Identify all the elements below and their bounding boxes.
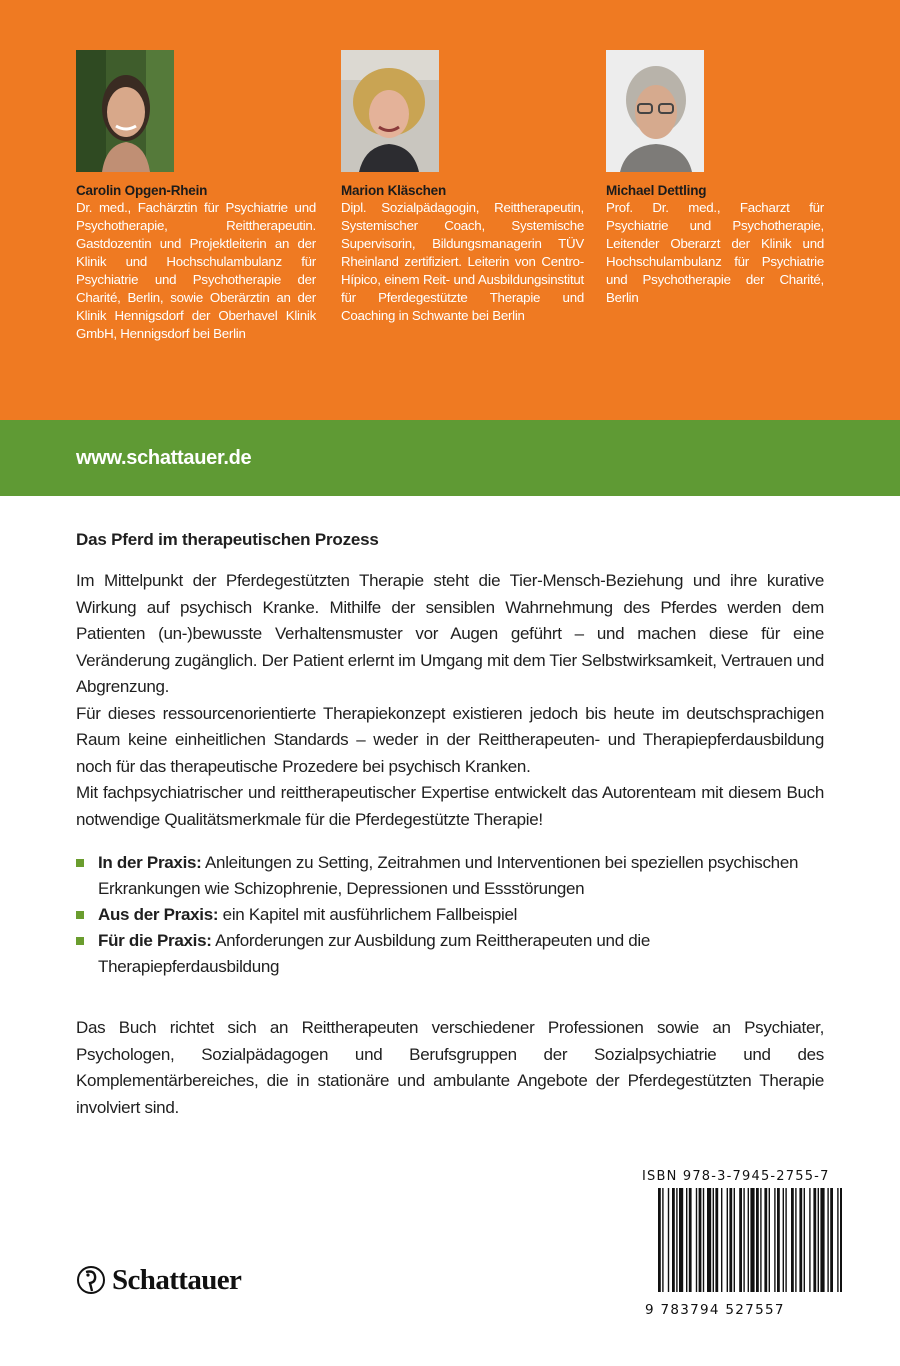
list-item <box>76 850 824 902</box>
bullet-square-icon <box>76 911 84 919</box>
bullet-label: Für die Praxis: <box>98 931 212 950</box>
author-photo-opgen-rhein <box>76 50 174 172</box>
author-card <box>76 50 316 343</box>
author-name: Michael Dettling <box>606 183 707 198</box>
author-photo-dettling <box>606 50 704 172</box>
intro-paragraph: Im Mittelpunkt der Pferdegestützten Therapie steht die Tier-Mensch-Beziehung und ihre kurative Wirkung auf psychisch Kranke. Mithilfe der sensiblen Wahrnehmung des Pferdes werden dem Patienten (un-)bewusste Verhaltensmuster vor Augen geführt – und machen diese für eine Veränderung zugänglich. Der Patient erlernt im Umgang mit dem Tier Selbstwirksamkeit, Vertrauen und Abgrenzung. <box>76 571 824 696</box>
publisher-emblem-icon <box>76 1263 106 1297</box>
author-name: Marion Kläschen <box>341 183 447 198</box>
publisher-name: Schattauer <box>112 1263 242 1296</box>
author-card <box>606 50 824 307</box>
author-bio: Dr. med., Fachärztin für Psychiatrie und Psychotherapie, Reittherapeutin. Gastdozentin und Projektleiterin an der Klinik und Hochschulambulanz für Psychiatrie und Psychotherapie der Charité, Berlin, sowie Oberärztin an der Klinik Hennigsdorf der Oberhavel Klinik GmbH, Hennigsdorf bei Berlin <box>76 200 316 341</box>
bullet-text: Anforderungen zur Ausbildung zum Reittherapeuten und die Therapiepferdausbildung <box>98 931 651 976</box>
intro-text <box>76 568 824 833</box>
closing-paragraph: Das Buch richtet sich an Reittherapeuten verschiedener Professionen sowie an Psychiater, Psychologen, Sozialpädagogen und Berufsgruppen der Sozialpsychiatrie und des Komplementärbereiches, die in stationäre und ambulante Angebote der Pferdegestützten Therapie involviert sind. <box>76 1018 824 1117</box>
author-bio: Prof. Dr. med., Facharzt für Psychiatrie und Psychotherapie, Leitender Oberarzt der Klinik und Hochschulambulanz für Psychiatrie und Psychotherapie der Charité, Berlin <box>606 200 824 305</box>
website-link[interactable]: www.schattauer.de <box>76 447 252 469</box>
author-name: Carolin Opgen-Rhein <box>76 183 208 198</box>
barcode-digits: 9 783794 527557 <box>645 1302 785 1318</box>
bullet-label: In der Praxis: <box>98 853 202 872</box>
bullet-label: Aus der Praxis: <box>98 905 219 924</box>
intro-paragraph: Mit fachpsychiatrischer und reittherapeutischer Expertise entwickelt das Autorenteam mit diesem Buch notwendige Qualitätsmerkmale für die Pferdegestützte Therapie! <box>76 783 824 829</box>
author-card <box>341 50 584 325</box>
bullet-square-icon <box>76 859 84 867</box>
barcode <box>658 1188 842 1292</box>
isbn-label: ISBN 978-3-7945-2755-7 <box>642 1169 830 1184</box>
author-photo-klaeschen <box>341 50 439 172</box>
bullet-text: Anleitungen zu Setting, Zeitrahmen und Interventionen bei speziellen psychischen Erkrankungen wie Schizophrenie, Depressionen und Essstörungen <box>98 853 799 898</box>
list-item <box>76 928 824 980</box>
intro-paragraph: Für dieses ressourcenorientierte Therapiekonzept existieren jedoch bis heute im deutschsprachigen Raum keine einheitlichen Standards – weder in der Reittherapeuten- und Therapiepferdausbildung noch für das therapeutische Prozedere bei psychisch Kranken. <box>76 703 824 776</box>
section-heading: Das Pferd im therapeutischen Prozess <box>76 530 379 549</box>
author-bio: Dipl. Sozialpädagogin, Reittherapeutin, Systemischer Coach, Systemische Supervisorin, Bildungsmanagerin TÜV Rheinland zertifiziert. Leiterin von Centro-Hípico, einem Reit- und Ausbildungsinstitut für Pferdegestützte Therapie und Coaching in Schwante bei Berlin <box>341 200 584 323</box>
bullet-square-icon <box>76 937 84 945</box>
bullet-text: ein Kapitel mit ausführlichem Fallbeispiel <box>222 905 518 924</box>
publisher-logo <box>76 1263 241 1297</box>
feature-list <box>76 850 824 980</box>
list-item <box>76 902 824 928</box>
